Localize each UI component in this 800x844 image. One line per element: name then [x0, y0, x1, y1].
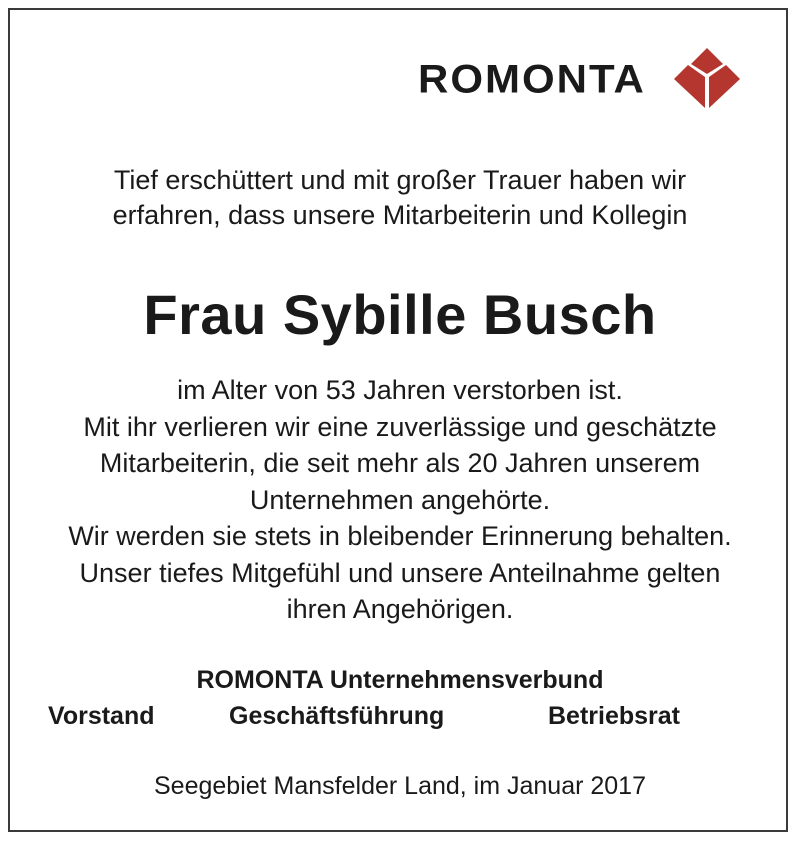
logo-facet-right	[709, 65, 740, 108]
logo-wordmark: ROMONTA	[418, 56, 646, 101]
logo-facet-left	[674, 65, 705, 108]
body-line: Unser tiefes Mitgefühl und unsere Anteilnahme gelten	[79, 557, 721, 588]
body-line: Wir werden sie stets in bleibender Erinnerung behalten.	[68, 521, 732, 551]
deceased-name: Frau Sybille Busch	[143, 283, 657, 346]
organization-name: ROMONTA Unternehmensverbund	[196, 666, 604, 694]
logo-facet-top	[691, 48, 723, 74]
body-line: Mit ihr verlieren wir eine zuverlässige und geschätzte	[83, 411, 717, 442]
intro-line: erfahren, dass unsere Mitarbeiterin und Kollegin	[112, 200, 688, 230]
signer-management: Geschäftsführung	[229, 702, 445, 730]
signer-works-council: Betriebsrat	[548, 702, 680, 730]
body-line: ihren Angehörigen.	[286, 594, 514, 624]
body-line: Unternehmen angehörte.	[249, 484, 551, 515]
body-line: im Alter von 53 Jahren verstorben ist.	[177, 375, 623, 405]
signer-board: Vorstand	[48, 702, 155, 730]
place-and-date: Seegebiet Mansfelder Land, im Januar 2017	[154, 772, 646, 800]
body-line: Mitarbeiterin, die seit mehr als 20 Jahren unserem	[99, 448, 701, 478]
company-logo	[418, 46, 742, 112]
body-text	[0, 372, 800, 628]
intro-text	[0, 163, 800, 233]
logo-diamond-icon	[672, 46, 742, 112]
intro-line: Tief erschüttert und mit großer Trauer haben wir	[113, 165, 687, 195]
